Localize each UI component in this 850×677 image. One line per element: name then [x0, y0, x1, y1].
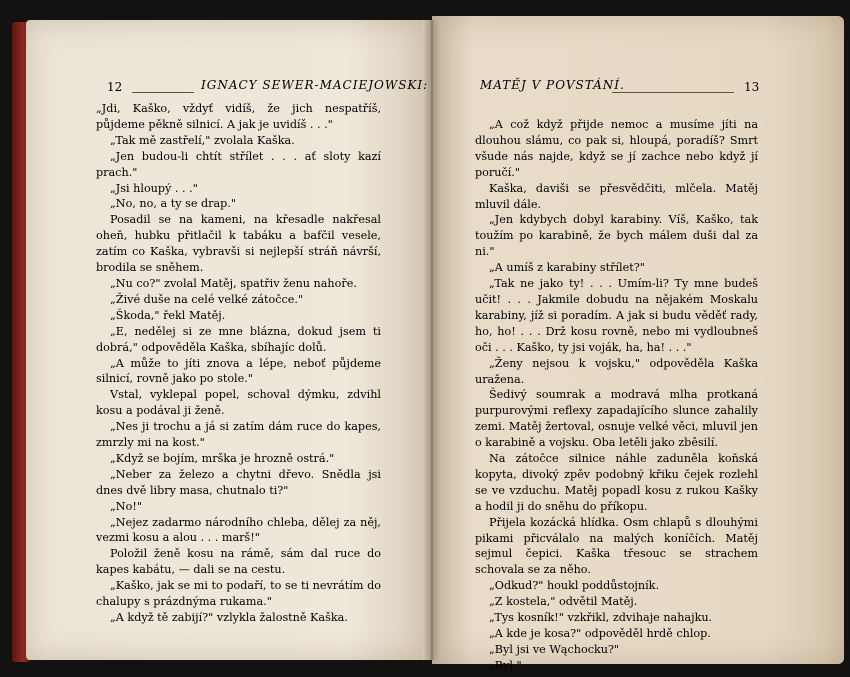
left-header-rule — [132, 92, 194, 93]
paragraph: Šedivý soumrak a modravá mlha protkaná purpurovými reflexy zapadajícího slunce zahalily zemi. Matěj žertoval, osnuje velké věci, mluvil jen o karabině a vojsku. Oba letěli jako zběsilí. — [475, 388, 758, 450]
right-page-text — [475, 117, 758, 674]
paragraph: „E, nedělej si ze mne blázna, dokud jsem ti dobrá," odpověděla Kaška, sbíhajíc dolů. — [96, 324, 381, 354]
paragraph: „A umíš z karabiny střílet?" — [489, 261, 645, 275]
left-page-number: 12 — [107, 80, 123, 94]
right-header-rule — [612, 92, 734, 93]
paragraph: „Jsi hloupý . . ." — [110, 181, 198, 195]
paragraph: Položil ženě kosu na rámě, sám dal ruce do kapes kabátu, — dali se na cestu. — [96, 547, 381, 577]
paragraph: Posadil se na kameni, na křesadle nakřesal oheň, hubku přitlačil k tabáku a bafčil vesele, zatím co Kaška, vybravši si nejlepší stráň návrší, brodila se sněhem. — [96, 213, 381, 275]
paragraph: Vstal, vyklepal popel, schoval dýmku, zdvihl kosu a podával ji ženě. — [96, 388, 381, 418]
paragraph: „Když se bojím, mrška je hrozně ostrá." — [110, 451, 335, 465]
paragraph: „Jdi, Kaško, vždyť vidíš, že jich nespatříš, půjdeme pěkně silnicí. A jak je uvidíš . . ." — [96, 102, 381, 131]
paragraph: „Ženy nejsou k vojsku," odpověděla Kaška uražena. — [475, 356, 758, 386]
paragraph: „A může to jíti znova a lépe, neboť půjdeme silnicí, rovně jako po stole." — [96, 356, 381, 386]
paragraph: „Nes ji trochu a já si zatím dám ruce do kapes, zmrzly mi na kost." — [96, 420, 381, 450]
paragraph: Kaška, daviši se přesvědčiti, mlčela. Matěj mluvil dále. — [475, 181, 758, 211]
paragraph: Na zátočce silnice náhle zaduněla koňská kopyta, divoký zpěv podobný křiku čejek rozlehl se ve vzduchu. Matěj popadl kosu z rukou Kašky a hodil ji do sněhu do příkopu. — [475, 452, 758, 513]
left-running-header: IGNACY SEWER-MACIEJOWSKI: — [201, 78, 429, 92]
paragraph: „Škoda," řekl Matěj. — [110, 308, 226, 322]
paragraph: „Tys kosník!" vzkřikl, zdvihaje nahajku. — [489, 611, 713, 625]
paragraph: „Z kostela," odvětil Matěj. — [489, 595, 638, 609]
paragraph: „Tak mě zastřelí," zvolala Kaška. — [110, 133, 295, 147]
paragraph: „Jen budou-li chtít střílet . . . ať sloty kazí prach." — [96, 149, 381, 179]
paragraph: „Nejez zadarmo národního chleba, dělej za něj, vezmi kosu a alou . . . marš!" — [96, 515, 381, 545]
paragraph: „A když tě zabijí?" vzlykla žalostně Kaška. — [110, 611, 348, 624]
paragraph: „A což když přijde nemoc a musíme jíti na dlouhou slámu, co pak si, hloupá, poradíš? Smrt všude nás najde, když se jí zachce nebo když jí poručí." — [475, 118, 758, 179]
right-page-number: 13 — [744, 80, 760, 94]
paragraph: „Odkud?" houkl poddůstojník. — [489, 579, 660, 593]
paragraph: „Jen kdybych dobyl karabiny. Víš, Kaško, tak toužím po karabině, že bych málem duši dal za ni." — [475, 213, 758, 259]
paragraph: „A kde je kosa?" odpověděl hrdě chlop. — [489, 627, 711, 640]
paragraph: „No!" — [110, 499, 142, 513]
book-gutter — [422, 20, 442, 660]
paragraph: „Byl jsi ve Wąchocku?" — [489, 642, 620, 656]
paragraph: „Živé duše na celé velké zátočce." — [110, 292, 304, 306]
paragraph: „Tak ne jako ty! . . . Umím-li? Ty mne budeš učit! . . . Jakmile dobudu na nějakém Moskalu karabiny, jíž si poradím. A jak si budu věděť rady, ho, ho! . . . Drž kosu rovně, nebo mi vydloubneš oči . . . Kaško, ty jsi voják, ha, ha! . . ." — [475, 277, 758, 354]
paragraph: „Nu co?" zvolal Matěj, spatřiv ženu nahoře. — [110, 276, 357, 290]
paragraph: „Neber za železo a chytni dřevo. Snědla jsi dnes dvě libry masa, chutnalo ti?" — [96, 467, 381, 497]
left-page-text — [96, 101, 381, 626]
paragraph: „No, no, a ty se drap." — [110, 197, 237, 211]
paragraph: „Byl." — [489, 658, 522, 672]
paragraph: „Kaško, jak se mi to podaří, to se ti nevrátím do chalupy s prázdnýma rukama." — [96, 579, 381, 609]
right-running-header: MATĚJ V POVSTÁNÍ. — [480, 78, 625, 92]
paragraph: Přijela kozácká hlídka. Osm chlapů s dlouhými pikami přicválalo na malých koníčích. Matěj sejmul čepici. Kaška třesouc se strachem schovala se za něho. — [475, 515, 758, 577]
